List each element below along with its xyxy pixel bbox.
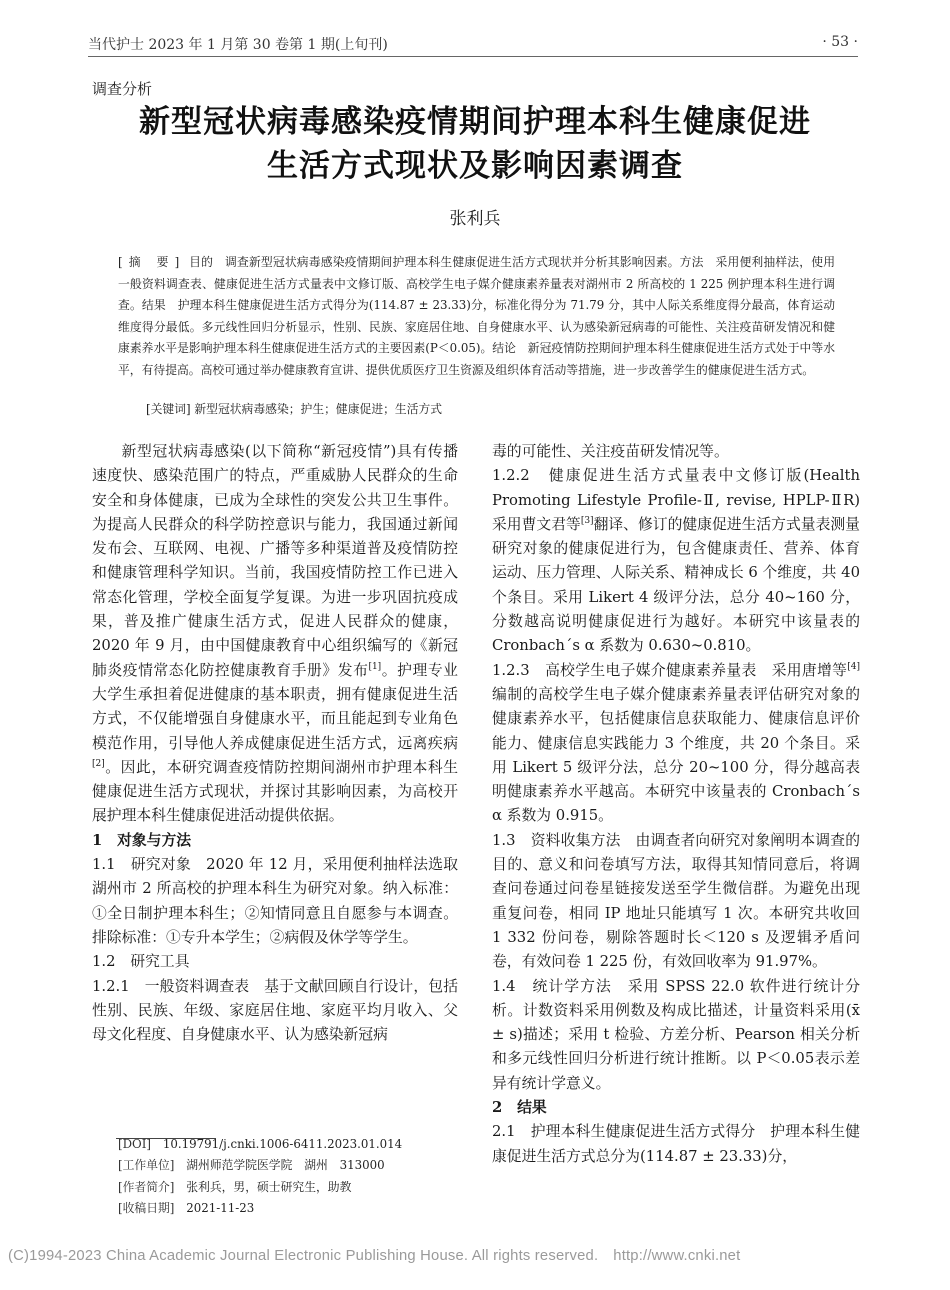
paragraph-1-2-1-cont: 毒的可能性、关注疫苗研发情况等。 bbox=[492, 443, 729, 460]
p122-text-2: 翻译、修订的健康促进生活方式量表测量研究对象的健康促进行为，包含健康责任、营养、体育运动、压力管理、人际关系、精神成长 6 个维度，共 40 个条目。采用 Likert 4 级评分法，总分 40~160 分，分数越高说明健康促进行为越好。本研究中该量表的 Cronbach´s α 系数为 0.630~0.810。 bbox=[492, 515, 860, 655]
title-line-1: 新型冠状病毒感染疫情期间护理本科生健康促进 bbox=[139, 104, 811, 140]
footnote-unit bbox=[118, 1155, 402, 1176]
page-number: · 53 · bbox=[822, 34, 858, 50]
section-heading-2: 2 结果 bbox=[492, 1099, 547, 1117]
author-info-value: 张利兵，男，硕士研究生，助教 bbox=[186, 1179, 352, 1194]
paragraph-1-2-1: 1.2.1 一般资料调查表 基于文献回顾自行设计，包括性别、民族、年级、家庭居住地、家庭平均月收入、父母文化程度、自身健康水平、认为感染新冠病 bbox=[92, 977, 458, 1044]
running-header bbox=[88, 30, 858, 57]
author: 张利兵 bbox=[449, 209, 501, 229]
intro-text-1: 新型冠状病毒感染(以下简称“新冠疫情”)具有传播速度快、感染范围广的特点，严重威胁人民群众的生命安全和身体健康，已成为全球性的突发公共卫生事件。为提高人民群众的科学防控意识与能力，我国通过新闻发布会、互联网、电视、广播等多种渠道普及疫情防控和健康管理科学知识。当前，我国疫情防控工作已进入常态化管理，学校全面复学复课。为进一步巩固抗疫成果，普及推广健康生活方式，促进人民群众的健康，2020 年 9 月，由中国健康教育中心组织编写的《新冠肺炎疫情常态化防控健康教育手册》发布 bbox=[92, 443, 458, 679]
intro-text-2: 。护理专业大学生承担着促进健康的基本职责，拥有健康促进生活方式，不仅能增强自身健康水平，而且能起到专业角色模范作用，引导他人养成健康促进生活方式，远离疾病 bbox=[92, 661, 458, 752]
title-line-2: 生活方式现状及影响因素调查 bbox=[267, 148, 683, 184]
author-info-label: [作者简介] bbox=[118, 1179, 175, 1194]
right-column bbox=[492, 440, 875, 1169]
paragraph-1-3: 1.3 资料收集方法 由调查者向研究对象阐明本调查的目的、意义和问卷填写方法，取得其知情同意后，将调查问卷通过问卷星链接发送至学生微信群。为避免出现重复问卷，相同 IP 地址只能填写 1 次。本研究共收回 1 332 份问卷，剔除答题时长＜120 s 及逻辑矛盾问卷，有效问卷 1 225 份，有效回收率为 91.97%。 bbox=[492, 831, 860, 971]
footnote-author bbox=[118, 1177, 402, 1198]
left-column bbox=[92, 440, 458, 1047]
paragraph-1-1: 1.1 研究对象 2020 年 12 月，采用便利抽样法选取湖州市 2 所高校的护理本科生为研究对象。纳入标准：①全日制护理本科生；②知情同意且自愿参与本调查。排除标准：①专升本学生；②病假及休学等学生。 bbox=[92, 856, 458, 946]
p123-text-1: 1.2.3 高校学生电子媒介健康素养量表 采用唐增等 bbox=[492, 661, 848, 679]
keywords-text: 新型冠状病毒感染；护生；健康促进；生活方式 bbox=[194, 402, 443, 416]
paragraph-1-2-3 bbox=[492, 659, 860, 829]
keywords bbox=[146, 400, 442, 417]
footnote-doi bbox=[118, 1134, 402, 1155]
intro-text-3: 。因此，本研究调查疫情防控期间湖州市护理本科生健康促进生活方式现状，并探讨其影响因素，为高校开展护理本科生健康促进活动提供依据。 bbox=[92, 758, 458, 825]
abstract-text: 目的 调查新型冠状病毒感染疫情期间护理本科生健康促进生活方式现状并分析其影响因素。方法 采用便利抽样法，使用一般资料调查表、健康促进生活方式量表中文修订版、高校学生电子媒介健康素养量表对湖州市 2 所高校的 1 225 例护理本科生进行调查。结果 护理本科生健康促进生活方式得分为(114.87 ± 23.33)分，标准化得分为 71.79 分，其中人际关系维度得分最高，体育运动维度得分最低。多元线性回归分析显示，性别、民族、家庭居住地、自身健康水平、认为感染新冠病毒的可能性、关注疫苗研发情况和健康素养水平是影响护理本科生健康促进生活方式的主要因素(P＜0.05)。结论 新冠疫情防控期间护理本科生健康促进生活方式处于中等水平，有待提高。高校可通过举办健康教育宣讲、提供优质医疗卫生资源及组织体育活动等措施，进一步改善学生的健康促进生活方式。 bbox=[118, 255, 835, 377]
citation-1: [1] bbox=[368, 661, 382, 672]
abstract bbox=[118, 252, 835, 381]
received-value: 2021-11-23 bbox=[186, 1200, 255, 1215]
p122-text-1: 1.2.2 健康促进生活方式量表中文修订版(Health Promoting Lifestyle Profile-Ⅱ, revise, HPLP-ⅡR) 采用曹文君等 bbox=[492, 467, 875, 533]
unit-value: 湖州师范学院医学院 湖州 313000 bbox=[186, 1158, 385, 1173]
intro-paragraph bbox=[92, 440, 458, 829]
p123-text-2: 编制的高校学生电子媒介健康素养量表评估研究对象的健康素养水平，包括健康信息获取能力、健康信息评价能力、健康信息实践能力 3 个维度，共 20 个条目。采用 Likert 5 级评分法，总分 20~100 分，得分越高表明健康素养水平越高。本研究中该量表的 Cronbach´s α 系数为 0.915。 bbox=[492, 685, 860, 825]
copyright-watermark: (C)1994-2023 China Academic Journal Electronic Publishing House. All rights reserved. http://www.cnki.net bbox=[8, 1248, 741, 1264]
citation-4: [4] bbox=[847, 661, 860, 672]
footnotes bbox=[118, 1134, 402, 1219]
footnote-received bbox=[118, 1198, 402, 1219]
keywords-label: [关键词] bbox=[146, 402, 191, 416]
paragraph-1-4: 1.4 统计学方法 采用 SPSS 22.0 软件进行统计分析。计数资料采用例数及构成比描述，计量资料采用(x̄ ± s)描述；采用 t 检验、方差分析、Pearson 相关分析和多元线性回归分析进行统计推断。以 P＜0.05表示差异有统计学意义。 bbox=[492, 977, 860, 1092]
abstract-label: [摘 要] bbox=[118, 255, 186, 269]
citation-2: [2] bbox=[92, 758, 105, 769]
section-heading-1: 1 对象与方法 bbox=[92, 831, 192, 849]
article-title bbox=[90, 100, 860, 188]
citation-3: [3] bbox=[580, 515, 594, 526]
column-tag: 调查分析 bbox=[92, 80, 153, 98]
received-label: [收稿日期] bbox=[118, 1200, 175, 1215]
paragraph-1-2-2 bbox=[492, 464, 875, 658]
journal-issue: 当代护士 2023 年 1 月第 30 卷第 1 期(上旬刊) bbox=[88, 37, 388, 53]
doi-value: 10.19791/j.cnki.1006-6411.2023.01.014 bbox=[162, 1137, 403, 1151]
paragraph-2-1: 2.1 护理本科生健康促进生活方式得分 护理本科生健康促进生活方式总分为(114.87 ± 23.33)分， bbox=[492, 1123, 860, 1165]
doi-label: [DOI] bbox=[118, 1137, 151, 1151]
unit-label: [工作单位] bbox=[118, 1158, 175, 1173]
section-heading-1-2: 1.2 研究工具 bbox=[92, 953, 190, 971]
